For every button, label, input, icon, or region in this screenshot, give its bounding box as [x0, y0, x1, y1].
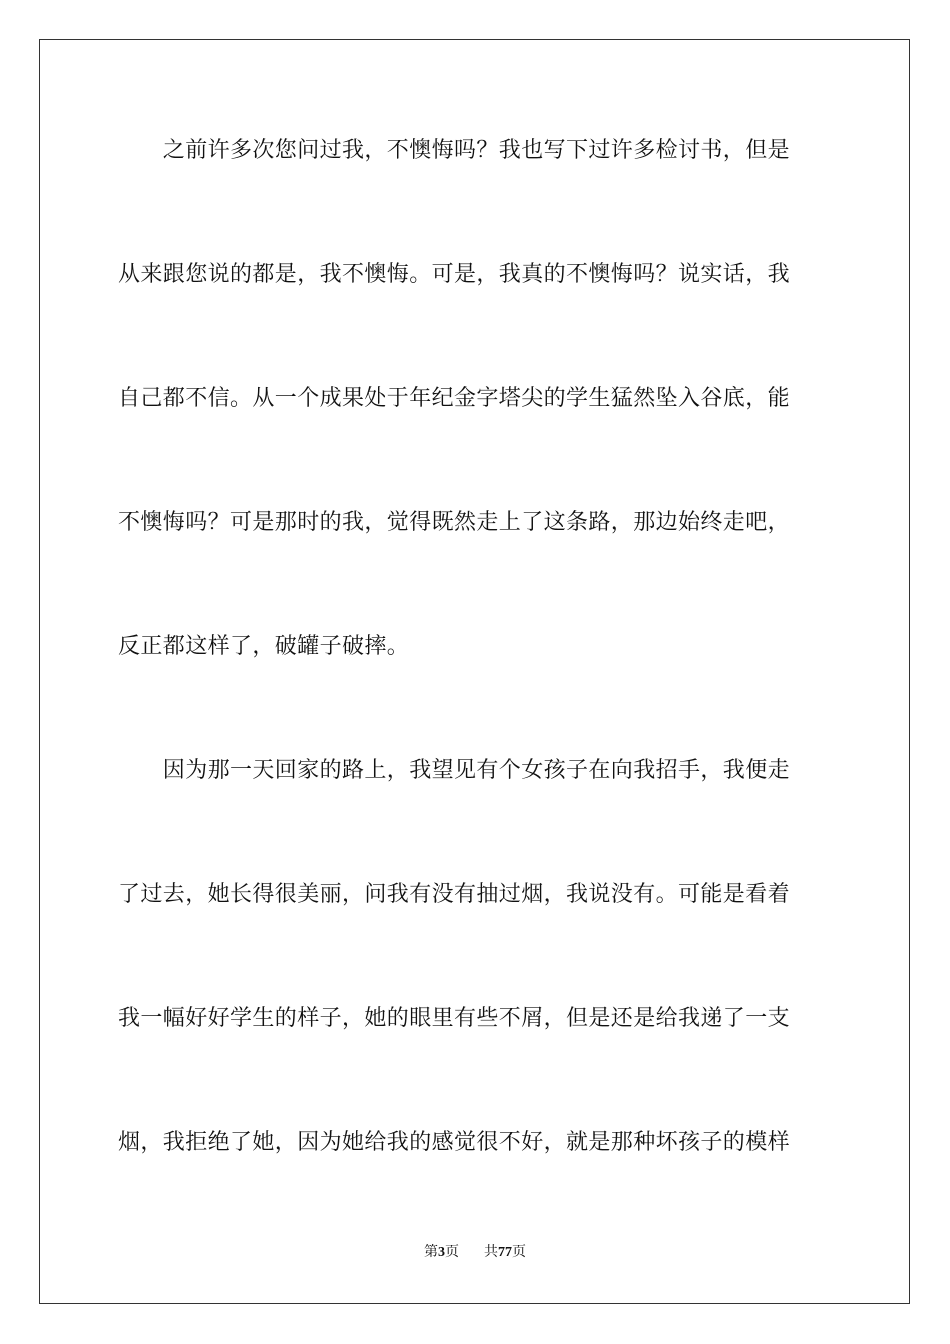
page-number: 3: [438, 1245, 445, 1260]
paragraph-line: 不懊悔吗？可是那时的我，觉得既然走上了这条路，那边始终走吧，: [118, 510, 791, 535]
total-prefix: 共: [484, 1245, 498, 1260]
paragraph-line: 我一幅好好学生的样子，她的眼里有些不屑，但是还是给我递了一支: [118, 1006, 791, 1031]
page-footer: [0, 1243, 950, 1263]
paragraph-line: 之前许多次您问过我，不懊悔吗？我也写下过许多检讨书，但是: [118, 138, 791, 163]
paragraph-line: 了过去，她长得很美丽，问我有没有抽过烟，我说没有。可能是看着: [118, 882, 791, 907]
paragraph-line: 因为那一天回家的路上，我望见有个女孩子在向我招手，我便走: [118, 758, 791, 783]
total-suffix: 页: [512, 1245, 526, 1260]
paragraph-line: 自己都不信。从一个成果处于年纪金字塔尖的学生猛然坠入谷底，能: [118, 386, 791, 411]
paragraph-line: 烟，我拒绝了她，因为她给我的感觉很不好，就是那种坏孩子的模样: [118, 1130, 791, 1155]
page-suffix: 页: [445, 1245, 459, 1260]
page-border: [39, 39, 910, 1304]
page-prefix: 第: [424, 1245, 438, 1260]
total-pages: 77: [498, 1245, 512, 1260]
paragraph-line: 从来跟您说的都是，我不懊悔。可是，我真的不懊悔吗？说实话，我: [118, 262, 791, 287]
paragraph-line: 反正都这样了，破罐子破摔。: [118, 634, 410, 659]
